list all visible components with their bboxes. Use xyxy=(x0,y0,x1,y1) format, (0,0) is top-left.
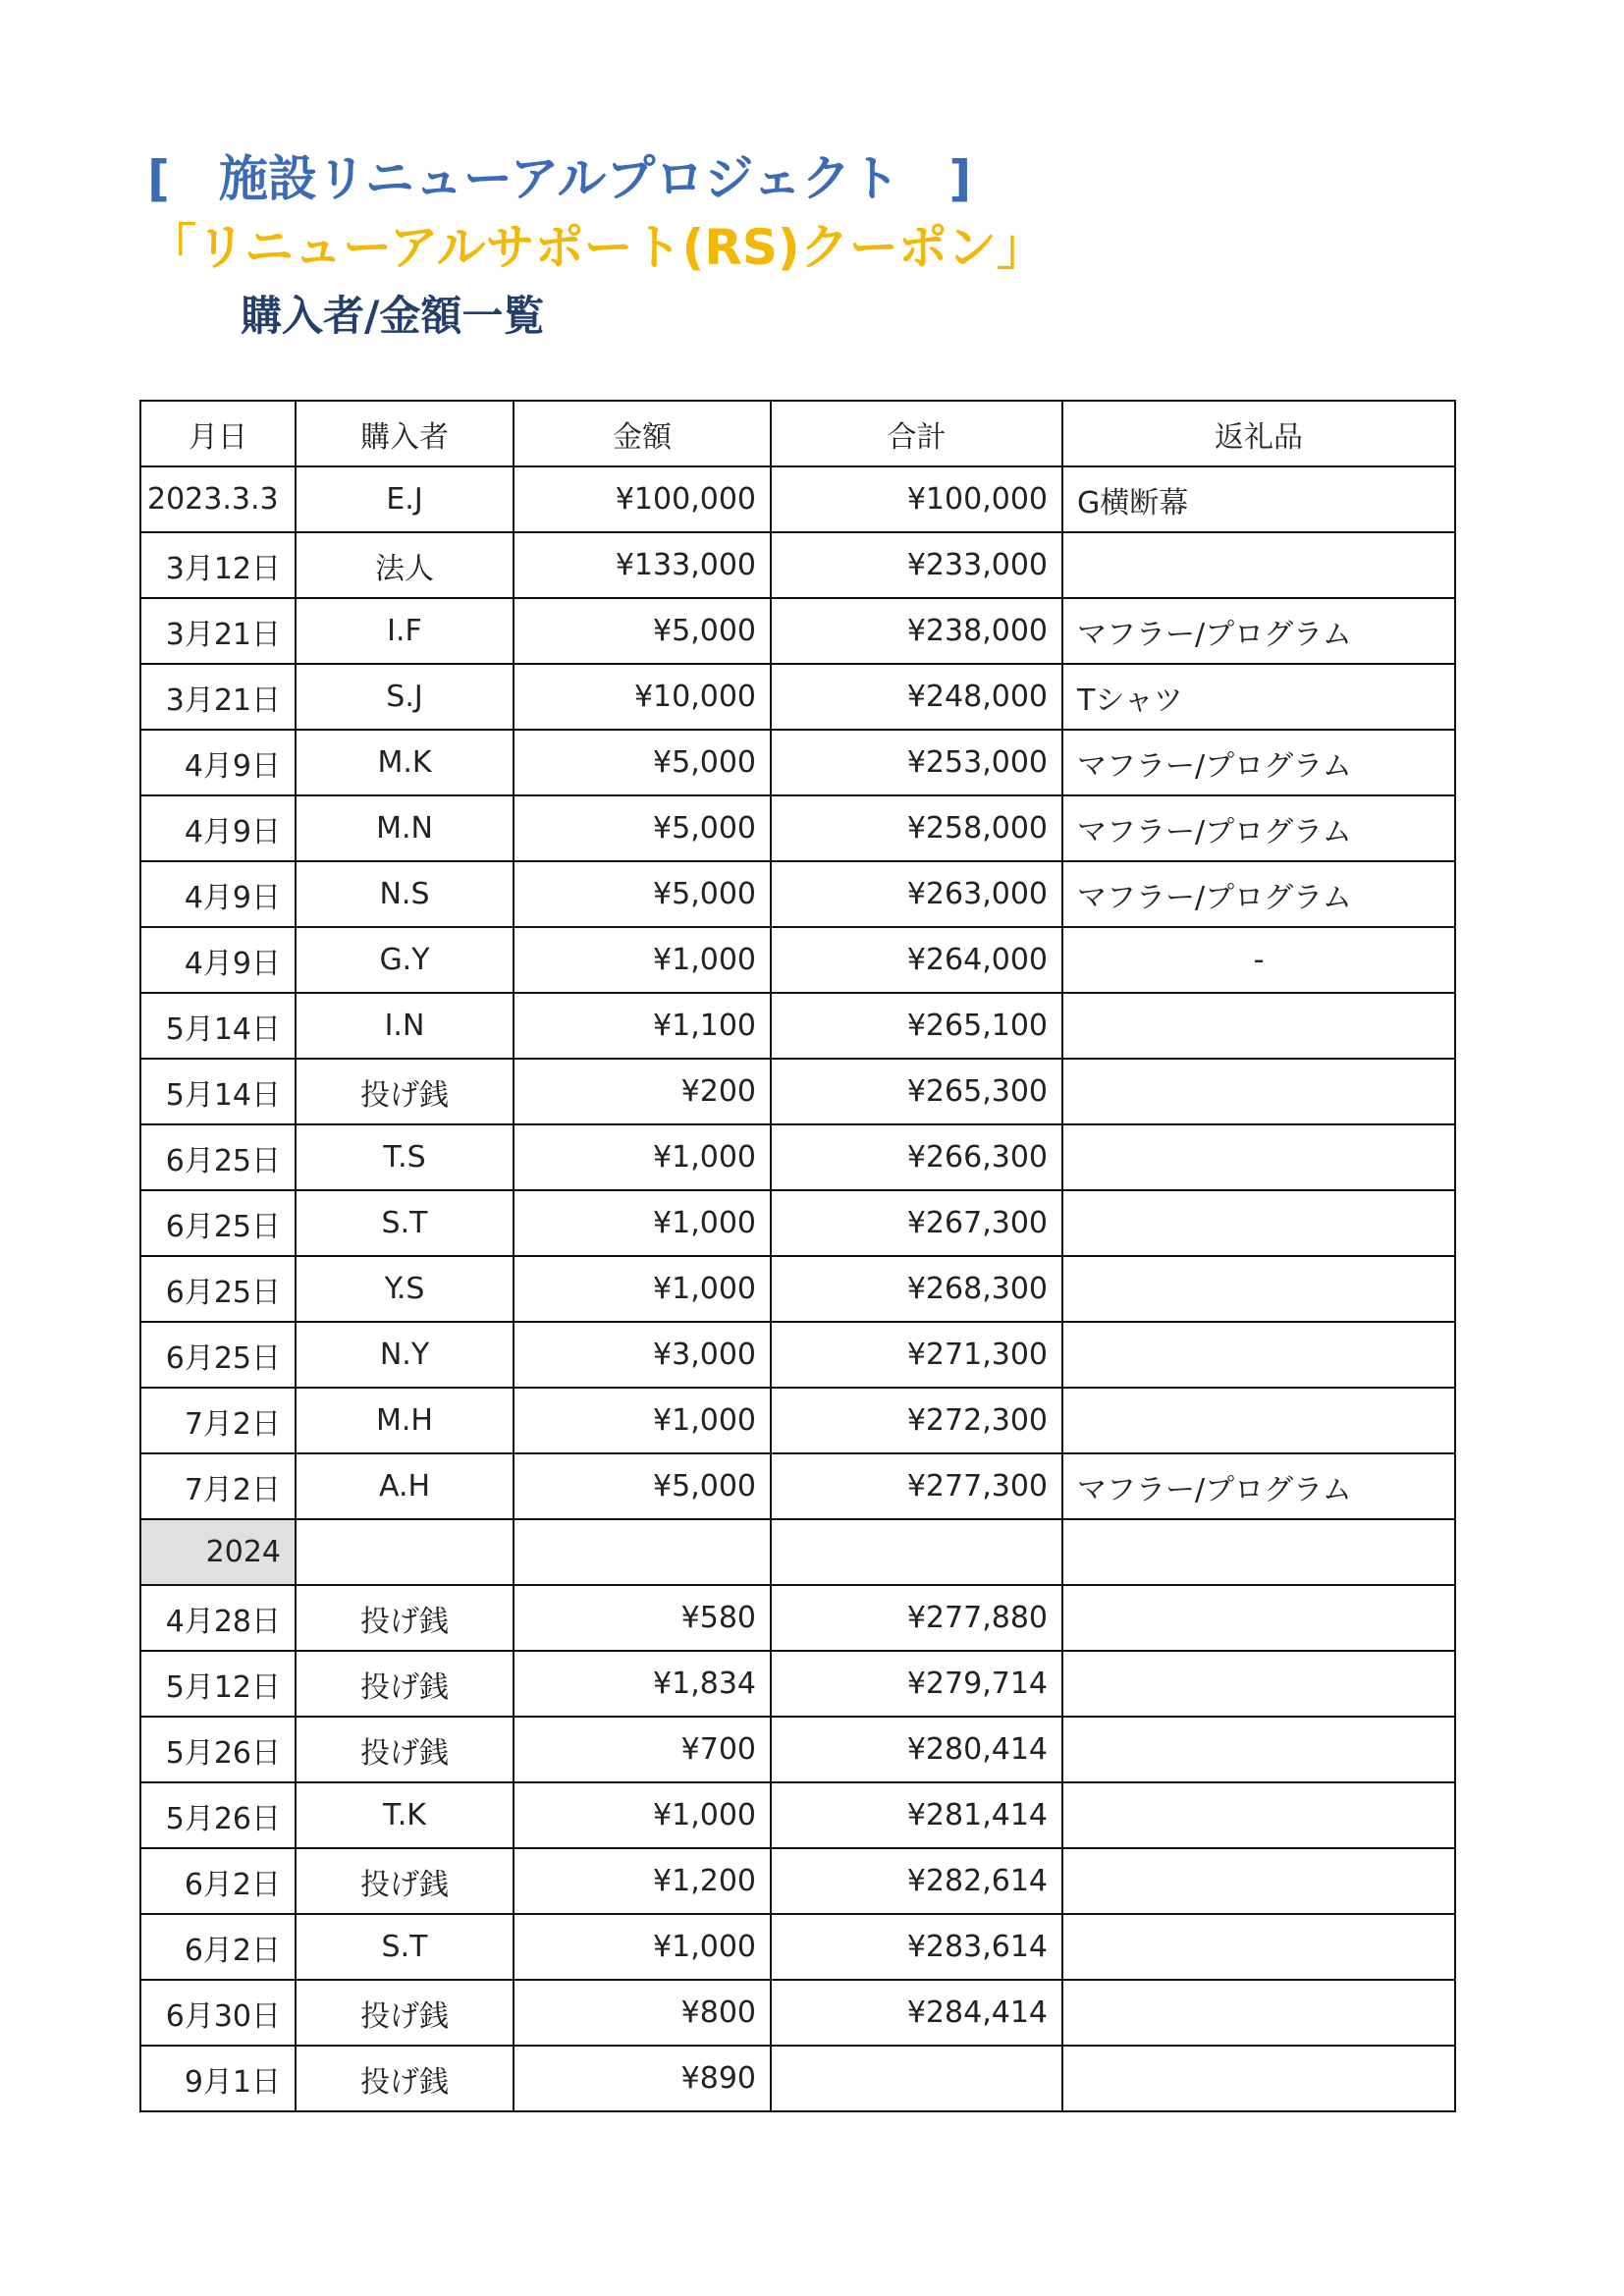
total-cell: ¥271,300 xyxy=(771,1322,1062,1388)
gift-cell xyxy=(1062,1256,1455,1322)
table-row xyxy=(140,1782,1455,1848)
date-cell: 5月12日 xyxy=(140,1651,296,1717)
buyer-cell: M.H xyxy=(296,1388,514,1453)
total-cell: ¥277,300 xyxy=(771,1453,1062,1519)
amount-cell: ¥200 xyxy=(514,1059,771,1124)
gift-cell xyxy=(1062,1717,1455,1782)
total-cell: ¥233,000 xyxy=(771,532,1062,598)
amount-cell: ¥100,000 xyxy=(514,466,771,532)
date-cell: 4月9日 xyxy=(140,927,296,993)
column-header-date: 月日 xyxy=(140,401,296,466)
total-cell: ¥253,000 xyxy=(771,730,1062,795)
total-cell: ¥258,000 xyxy=(771,795,1062,861)
total-cell: ¥284,414 xyxy=(771,1980,1062,2046)
list-subtitle: 購入者/金額一覧 xyxy=(241,292,545,340)
date-cell: 2023.3.3 xyxy=(140,466,296,532)
amount-cell: ¥1,200 xyxy=(514,1848,771,1914)
total-cell: ¥277,880 xyxy=(771,1585,1062,1651)
gift-cell xyxy=(1062,1980,1455,2046)
date-cell: 6月2日 xyxy=(140,1914,296,1980)
date-cell: 7月2日 xyxy=(140,1388,296,1453)
amount-cell: ¥580 xyxy=(514,1585,771,1651)
gift-cell: マフラー/プログラム xyxy=(1062,795,1455,861)
gift-cell xyxy=(1062,1190,1455,1256)
gift-cell: マフラー/プログラム xyxy=(1062,861,1455,927)
document-header xyxy=(147,147,1522,344)
table-row xyxy=(140,1388,1455,1453)
table-body xyxy=(140,466,1455,2111)
empty-cell xyxy=(771,1519,1062,1585)
gift-cell xyxy=(1062,1848,1455,1914)
buyer-cell: 投げ銭 xyxy=(296,1651,514,1717)
gift-cell: マフラー/プログラム xyxy=(1062,1453,1455,1519)
total-cell xyxy=(771,2046,1062,2111)
buyer-cell: T.K xyxy=(296,1782,514,1848)
table-row xyxy=(140,1190,1455,1256)
date-cell: 5月26日 xyxy=(140,1717,296,1782)
buyer-cell: 法人 xyxy=(296,532,514,598)
buyer-cell: E.J xyxy=(296,466,514,532)
amount-cell: ¥133,000 xyxy=(514,532,771,598)
date-cell: 4月9日 xyxy=(140,730,296,795)
amount-cell: ¥1,000 xyxy=(514,1256,771,1322)
buyer-cell: 投げ銭 xyxy=(296,1585,514,1651)
table-row xyxy=(140,1124,1455,1190)
buyer-cell: 投げ銭 xyxy=(296,1059,514,1124)
buyer-cell: 投げ銭 xyxy=(296,1848,514,1914)
column-header-gift: 返礼品 xyxy=(1062,401,1455,466)
table-row xyxy=(140,1717,1455,1782)
gift-cell: マフラー/プログラム xyxy=(1062,730,1455,795)
buyer-cell: M.K xyxy=(296,730,514,795)
purchase-ledger-table xyxy=(139,400,1456,2112)
gift-cell: G横断幕 xyxy=(1062,466,1455,532)
amount-cell: ¥1,000 xyxy=(514,1782,771,1848)
total-cell: ¥279,714 xyxy=(771,1651,1062,1717)
gift-cell xyxy=(1062,532,1455,598)
table-row xyxy=(140,598,1455,664)
buyer-cell: G.Y xyxy=(296,927,514,993)
gift-cell: - xyxy=(1062,927,1455,993)
gift-cell xyxy=(1062,1388,1455,1453)
gift-cell xyxy=(1062,993,1455,1059)
gift-cell xyxy=(1062,1782,1455,1848)
project-title: [ 施設リニューアルプロジェクト ] xyxy=(147,150,972,207)
table-row xyxy=(140,2046,1455,2111)
gift-cell xyxy=(1062,1651,1455,1717)
amount-cell: ¥700 xyxy=(514,1717,771,1782)
date-cell: 5月26日 xyxy=(140,1782,296,1848)
amount-cell: ¥1,000 xyxy=(514,927,771,993)
table-row xyxy=(140,1453,1455,1519)
amount-cell: ¥890 xyxy=(514,2046,771,2111)
total-cell: ¥265,100 xyxy=(771,993,1062,1059)
buyer-cell: A.H xyxy=(296,1453,514,1519)
amount-cell: ¥10,000 xyxy=(514,664,771,730)
table-row xyxy=(140,1980,1455,2046)
amount-cell: ¥5,000 xyxy=(514,795,771,861)
table-row xyxy=(140,927,1455,993)
amount-cell: ¥5,000 xyxy=(514,861,771,927)
buyer-cell: I.F xyxy=(296,598,514,664)
table-header-row xyxy=(140,401,1455,466)
buyer-cell: 投げ銭 xyxy=(296,1717,514,1782)
amount-cell: ¥1,834 xyxy=(514,1651,771,1717)
date-cell: 3月21日 xyxy=(140,664,296,730)
amount-cell: ¥5,000 xyxy=(514,598,771,664)
amount-cell: ¥5,000 xyxy=(514,1453,771,1519)
amount-cell: ¥3,000 xyxy=(514,1322,771,1388)
total-cell: ¥267,300 xyxy=(771,1190,1062,1256)
year-separator-row xyxy=(140,1519,1455,1585)
gift-cell xyxy=(1062,1124,1455,1190)
gift-cell xyxy=(1062,1914,1455,1980)
date-cell: 6月25日 xyxy=(140,1322,296,1388)
date-cell: 6月25日 xyxy=(140,1190,296,1256)
buyer-cell: S.J xyxy=(296,664,514,730)
gift-cell: Tシャツ xyxy=(1062,664,1455,730)
date-cell: 6月30日 xyxy=(140,1980,296,2046)
buyer-cell: N.S xyxy=(296,861,514,927)
amount-cell: ¥1,100 xyxy=(514,993,771,1059)
table-row xyxy=(140,730,1455,795)
total-cell: ¥280,414 xyxy=(771,1717,1062,1782)
amount-cell: ¥800 xyxy=(514,1980,771,2046)
date-cell: 4月28日 xyxy=(140,1585,296,1651)
empty-cell xyxy=(1062,1519,1455,1585)
date-cell: 5月14日 xyxy=(140,993,296,1059)
empty-cell xyxy=(514,1519,771,1585)
buyer-cell: N.Y xyxy=(296,1322,514,1388)
amount-cell: ¥1,000 xyxy=(514,1388,771,1453)
amount-cell: ¥5,000 xyxy=(514,730,771,795)
column-header-amount: 金額 xyxy=(514,401,771,466)
amount-cell: ¥1,000 xyxy=(514,1914,771,1980)
amount-cell: ¥1,000 xyxy=(514,1190,771,1256)
date-cell: 3月12日 xyxy=(140,532,296,598)
date-cell: 6月25日 xyxy=(140,1256,296,1322)
buyer-cell: 投げ銭 xyxy=(296,2046,514,2111)
date-cell: 6月2日 xyxy=(140,1848,296,1914)
table-row xyxy=(140,1914,1455,1980)
gift-cell xyxy=(1062,1059,1455,1124)
total-cell: ¥268,300 xyxy=(771,1256,1062,1322)
total-cell: ¥265,300 xyxy=(771,1059,1062,1124)
total-cell: ¥283,614 xyxy=(771,1914,1062,1980)
table-row xyxy=(140,1322,1455,1388)
total-cell: ¥100,000 xyxy=(771,466,1062,532)
gift-cell xyxy=(1062,2046,1455,2111)
total-cell: ¥248,000 xyxy=(771,664,1062,730)
empty-cell xyxy=(296,1519,514,1585)
date-cell: 6月25日 xyxy=(140,1124,296,1190)
table-row xyxy=(140,993,1455,1059)
table-row xyxy=(140,1651,1455,1717)
table-row xyxy=(140,861,1455,927)
table-row xyxy=(140,1059,1455,1124)
column-header-buyer: 購入者 xyxy=(296,401,514,466)
year-cell: 2024 xyxy=(140,1519,296,1585)
column-header-total: 合計 xyxy=(771,401,1062,466)
total-cell: ¥281,414 xyxy=(771,1782,1062,1848)
date-cell: 7月2日 xyxy=(140,1453,296,1519)
buyer-cell: T.S xyxy=(296,1124,514,1190)
date-cell: 3月21日 xyxy=(140,598,296,664)
table-row xyxy=(140,1256,1455,1322)
total-cell: ¥266,300 xyxy=(771,1124,1062,1190)
date-cell: 5月14日 xyxy=(140,1059,296,1124)
table-row xyxy=(140,466,1455,532)
table-row xyxy=(140,1585,1455,1651)
total-cell: ¥263,000 xyxy=(771,861,1062,927)
buyer-cell: I.N xyxy=(296,993,514,1059)
table-row xyxy=(140,1848,1455,1914)
buyer-cell: 投げ銭 xyxy=(296,1980,514,2046)
date-cell: 4月9日 xyxy=(140,861,296,927)
gift-cell xyxy=(1062,1322,1455,1388)
total-cell: ¥264,000 xyxy=(771,927,1062,993)
total-cell: ¥282,614 xyxy=(771,1848,1062,1914)
gift-cell: マフラー/プログラム xyxy=(1062,598,1455,664)
buyer-cell: Y.S xyxy=(296,1256,514,1322)
buyer-cell: S.T xyxy=(296,1190,514,1256)
buyer-cell: M.N xyxy=(296,795,514,861)
table-row xyxy=(140,664,1455,730)
date-cell: 9月1日 xyxy=(140,2046,296,2111)
table-row xyxy=(140,795,1455,861)
amount-cell: ¥1,000 xyxy=(514,1124,771,1190)
buyer-cell: S.T xyxy=(296,1914,514,1980)
coupon-title: 「リニューアルサポート(RS)クーポン」 xyxy=(147,219,1046,276)
table-row xyxy=(140,532,1455,598)
total-cell: ¥272,300 xyxy=(771,1388,1062,1453)
total-cell: ¥238,000 xyxy=(771,598,1062,664)
date-cell: 4月9日 xyxy=(140,795,296,861)
gift-cell xyxy=(1062,1585,1455,1651)
